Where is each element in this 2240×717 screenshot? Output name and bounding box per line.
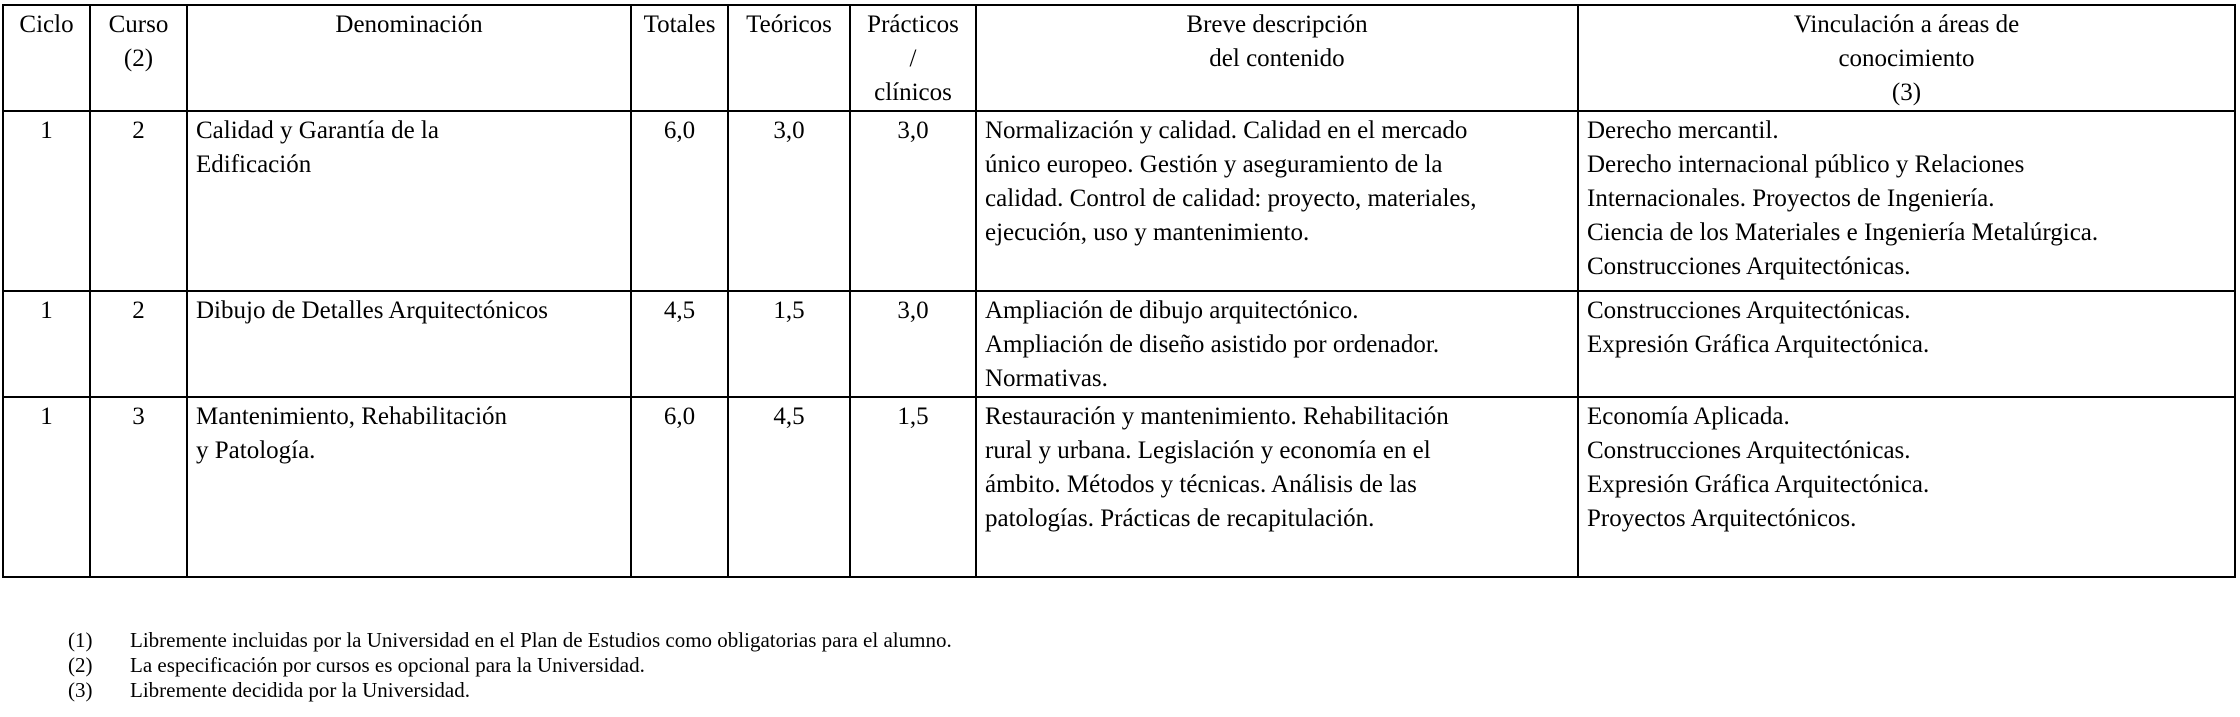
cell-curso: 2 <box>90 291 187 397</box>
cell-ciclo: 1 <box>3 111 90 291</box>
header-ciclo: Ciclo <box>3 5 90 111</box>
footnote-mark: (1) <box>68 628 93 652</box>
table-row <box>3 291 2235 397</box>
cell-practicos: 3,0 <box>850 111 976 291</box>
cell-practicos: 1,5 <box>850 397 976 577</box>
cell-vinculacion: Economía Aplicada. Construcciones Arquitectónicas. Expresión Gráfica Arquitectónica. Proyectos Arquitectónicos. <box>1578 397 2235 577</box>
cell-ciclo: 1 <box>3 291 90 397</box>
cell-vinculacion: Derecho mercantil. Derecho internacional público y Relaciones Internacionales. Proyectos de Ingeniería. Ciencia de los Materiales e Ingeniería Metalúrgica. Construcciones Arquitectónicas. <box>1578 111 2235 291</box>
footnote-text: Libremente incluidas por la Universidad en el Plan de Estudios como obligatorias para el alumno. <box>130 628 952 652</box>
cell-totales: 6,0 <box>631 397 728 577</box>
cell-descripcion: Ampliación de dibujo arquitectónico. Ampliación de diseño asistido por ordenador. Normativas. <box>976 291 1578 397</box>
subjects-table <box>2 4 2236 578</box>
footnote-mark: (3) <box>68 678 93 702</box>
header-teoricos: Teóricos <box>728 5 850 111</box>
cell-descripcion: Normalización y calidad. Calidad en el mercado único europeo. Gestión y aseguramiento de la calidad. Control de calidad: proyecto, materiales, ejecución, uso y mantenimiento. <box>976 111 1578 291</box>
header-denominacion: Denominación <box>187 5 631 111</box>
cell-denominacion: Calidad y Garantía de la Edificación <box>187 111 631 291</box>
header-row <box>3 5 2235 111</box>
header-vinculacion: Vinculación a áreas de conocimiento (3) <box>1578 5 2235 111</box>
footnotes <box>68 628 952 703</box>
footnote-mark: (2) <box>68 653 93 677</box>
cell-totales: 4,5 <box>631 291 728 397</box>
cell-curso: 2 <box>90 111 187 291</box>
header-totales: Totales <box>631 5 728 111</box>
table-row <box>3 111 2235 291</box>
cell-teoricos: 3,0 <box>728 111 850 291</box>
cell-ciclo: 1 <box>3 397 90 577</box>
footnote-text: La especificación por cursos es opcional para la Universidad. <box>130 653 645 677</box>
cell-teoricos: 1,5 <box>728 291 850 397</box>
header-descripcion: Breve descripción del contenido <box>976 5 1578 111</box>
cell-teoricos: 4,5 <box>728 397 850 577</box>
cell-curso: 3 <box>90 397 187 577</box>
cell-vinculacion: Construcciones Arquitectónicas. Expresión Gráfica Arquitectónica. <box>1578 291 2235 397</box>
footnote <box>68 678 952 703</box>
footnote <box>68 628 952 653</box>
header-curso: Curso (2) <box>90 5 187 111</box>
header-practicos: Prácticos / clínicos <box>850 5 976 111</box>
cell-denominacion: Mantenimiento, Rehabilitación y Patología. <box>187 397 631 577</box>
cell-totales: 6,0 <box>631 111 728 291</box>
table-row <box>3 397 2235 577</box>
cell-practicos: 3,0 <box>850 291 976 397</box>
footnote-text: Libremente decidida por la Universidad. <box>130 678 470 702</box>
cell-descripcion: Restauración y mantenimiento. Rehabilitación rural y urbana. Legislación y economía en el ámbito. Métodos y técnicas. Análisis de las patologías. Prácticas de recapitulación. <box>976 397 1578 577</box>
footnote <box>68 653 952 678</box>
cell-denominacion: Dibujo de Detalles Arquitectónicos <box>187 291 631 397</box>
